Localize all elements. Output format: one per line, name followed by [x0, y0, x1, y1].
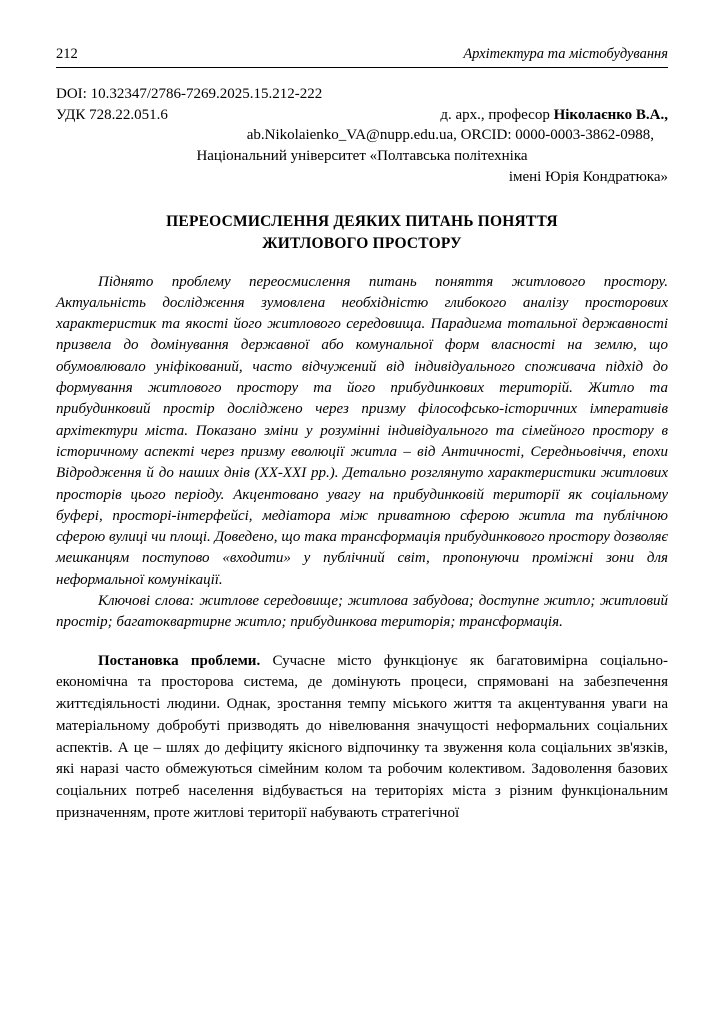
doi-line: DOI: 10.32347/2786-7269.2025.15.212-222 — [56, 86, 323, 102]
body-text — [56, 651, 668, 825]
section-paragraph — [56, 651, 668, 825]
section-body: Сучасне місто функціонує як багатовимірна соціально-економічна та просторова система, де домінують процеси, спрямовані на забезпечення життєдіяльності людини. Однак, зростання темпу міського життя та акцентування уваги на матеріальному добробуті призводять до нівелювання значущості неформальних соціальних аспектів. А це – шлях до дефіциту якісного відпочинку та звуження кола соціальних зв'язків, які наразі часто обмежуються сімейним колом та робочим колективом. Задоволення базових соціальних потреб населення відбувається на територіях міста з різним функціональним призначенням, проте житлові території набувають стратегічної — [56, 652, 668, 821]
journal-title: Архітектура та містобудування — [463, 46, 668, 62]
keywords: Ключові слова: житлове середовище; житлова забудова; доступне житло; житловий простір; багатоквартирне житло; прибудинкова територія; трансформація. — [56, 593, 668, 631]
affiliation-line-1: Національний університет «Полтавська політехніка — [196, 148, 528, 165]
running-head — [56, 46, 668, 68]
author-contact-line: ab.Nikolaienko_VA@nupp.edu.ua, ORCID: 0000-0003-3862-0988, — [246, 127, 654, 144]
article-title-line-1: ПЕРЕОСМИСЛЕННЯ ДЕЯКИХ ПИТАНЬ ПОНЯТТЯ — [166, 213, 558, 231]
article-title-line-2: ЖИТЛОВОГО ПРОСТОРУ — [262, 234, 462, 252]
author-line — [440, 105, 668, 126]
affiliation-line-2: імені Юрія Кондратюка» — [508, 168, 668, 185]
author-degree: д. арх., професор — [440, 106, 554, 123]
section-heading-inline: Постановка проблеми. — [98, 652, 261, 669]
udc-line: УДК 728.22.051.6 — [56, 106, 168, 123]
article-title — [56, 211, 668, 253]
abstract — [56, 272, 668, 634]
author-name: Ніколаєнко В.А., — [553, 106, 668, 123]
udc-author-row — [56, 105, 668, 126]
front-matter — [56, 84, 668, 187]
abstract-text: Піднято проблему переосмислення питань поняття житлового простору. Актуальність дослідження зумовлена необхідністю глибокого аналізу просторових характеристик та якості його житлового середовища. Парадигма тотальної державності призвела до домінування державної або комунальної форм власності на землю, що обумовлювало уніфікований, часто відчужений від індивідуального споживача підхід до формування житлового простору та його прибудинкових територій. Житло та прибудинковий простір досліджено через призму філософсько-історичних імперативів архітектури міста. Показано зміни у розумінні індивідуального та сімейного простору в історичному аспекті через призму еволюції житла – від Античності, Середньовіччя, епохи Відродження й до наших днів (XX-XXI рр.). Детально розглянуто характеристики житлових просторів цього періоду. Акцентовано увагу на прибудинковій території як соціальному буфері, просторі-інтерфейсі, медіатора між приватною сферою житла та публічною сферою вулиці чи площі. Доведено, що така трансформація прибудинкового простору дозволяє мешканцям поступово «входити» у публічний світ, пропонуючи проміжні зони для неформальної комунікації. — [56, 273, 668, 588]
page-number: 212 — [56, 46, 78, 62]
